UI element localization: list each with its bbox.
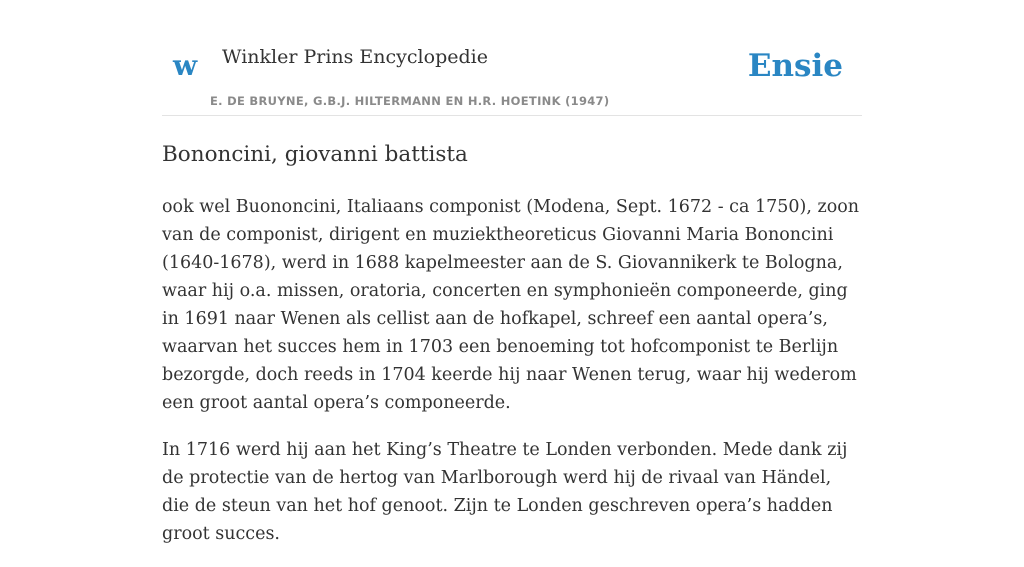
article-paragraph: In 1716 werd hij aan het King’s Theatre te Londen verbonden. Mede dank zij de protectie van de hertog van Marlborough werd hij de rivaal van Händel, die de steun van het hof genoot. Zijn te Londen geschreven opera’s hadden groot succes. — [162, 440, 848, 544]
article-body — [162, 193, 862, 567]
article-paragraph: ook wel Buononcini, Italiaans componist (Modena, Sept. 1672 - ca 1750), zoon van de componist, dirigent en muziektheoreticus Giovanni Maria Bononcini (1640-1678), werd in 1688 kapelmeester aan de S. Giovannikerk te Bologna, waar hij o.a. missen, oratoria, concerten en symphonieën componeerde, ging in 1691 naar Wenen als cellist aan de hofkapel, schreef een aantal opera’s, waarvan het succes hem in 1703 een benoeming tot hofcomponist te Berlijn bezorgde, doch reeds in 1704 keerde hij naar Wenen terug, waar hij wederom een groot aantal opera’s componeerde. — [162, 197, 860, 413]
article-title: Bononcini, giovanni battista — [162, 142, 468, 167]
source-header — [162, 0, 862, 116]
ensie-logo[interactable]: Ensie — [747, 48, 843, 84]
source-logo[interactable]: w — [173, 49, 198, 82]
source-title[interactable]: Winkler Prins Encyclopedie — [222, 46, 488, 68]
source-authors: E. DE BRUYNE, G.B.J. HILTERMANN EN H.R. HOETINK (1947) — [210, 94, 610, 108]
page-container — [162, 0, 862, 544]
